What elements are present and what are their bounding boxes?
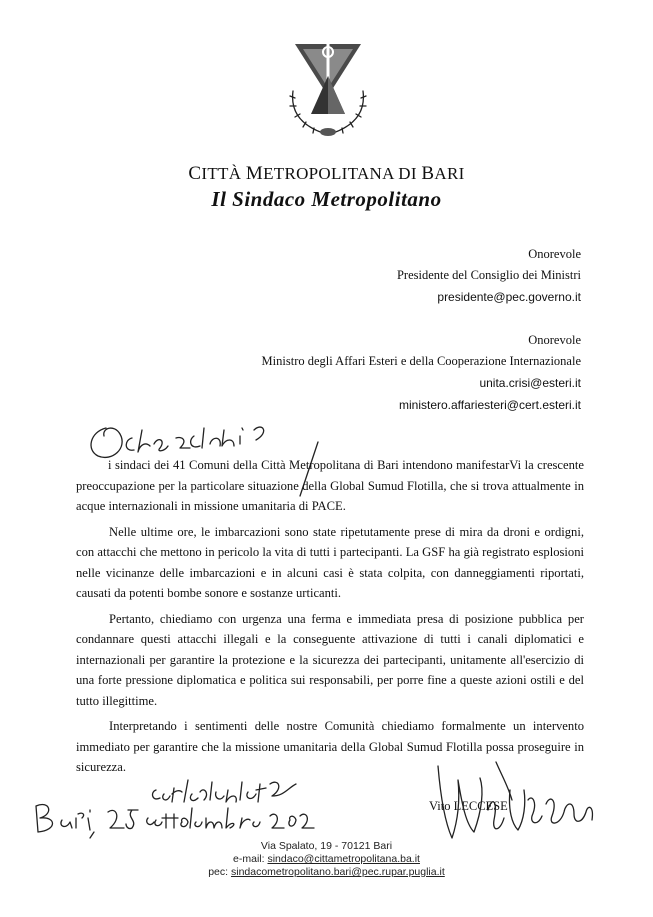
footer bbox=[0, 840, 653, 879]
handwritten-signature bbox=[428, 760, 598, 844]
recipient-honorific: Onorevole bbox=[528, 333, 581, 347]
recipient-email: unita.crisi@esteri.it bbox=[479, 376, 581, 390]
recipient-title: Presidente del Consiglio dei Ministri bbox=[396, 268, 581, 282]
signatory-name: Vito LECCESE bbox=[429, 799, 508, 813]
office-title: Il Sindaco Metropolitano bbox=[211, 187, 442, 211]
footer-pec-line: pec: sindacometropolitano.bari@pec.rupar.puglia.it bbox=[208, 866, 445, 878]
footer-pec-link[interactable]: sindacometropolitano.bari@pec.rupar.puglia.it bbox=[230, 866, 445, 878]
recipient-email: ministero.affariesteri@cert.esteri.it bbox=[398, 398, 581, 412]
svg-text:Carissimi: Carissimi bbox=[84, 462, 88, 463]
recipient-honorific: Onorevole bbox=[528, 247, 581, 261]
recipient-block bbox=[262, 331, 581, 414]
letter-body bbox=[76, 455, 584, 783]
handwritten-place-date bbox=[28, 792, 318, 840]
footer-address: Via Spalato, 19 - 70121 Bari bbox=[260, 840, 393, 852]
body-paragraph: i sindaci dei 41 Comuni della Città Metropolitana di Bari intendono manifestarVi la crescente preoccupazione per la particolare situazione della Global Sumud Flotilla, che si trova attualmente in acque internazionali in missione umanitaria di PACE. bbox=[76, 458, 584, 513]
organization-name: CITTÀ METROPOLITANA DI BARI bbox=[188, 163, 465, 184]
body-paragraph: Nelle ultime ore, le imbarcazioni sono state ripetutamente prese di mira da droni e ordigni, con attacchi che mettono in pericolo la vita di tutti i partecipanti. La GSF ha già registrato esplosioni nelle vicinanze delle imbarcazioni e in alcuni casi è stata colpita, con danneggiamenti riportati, causati da potenti bombe sonore e sostanze urticanti. bbox=[76, 524, 584, 600]
city-emblem-icon bbox=[283, 36, 373, 146]
body-paragraph: Pertanto, chiediamo con urgenza una ferma e immediata presa di posizione pubblica per condannare questi attacchi illegali e la conseguente attivazione di tutti i canali diplomatici e internazionali per garantire la protezione e la sicurezza dei partecipanti, unitamente all'esercizio di una forte pressione diplomatica e politica sui responsabili, per porre fine a queste azioni ostili e del tutto illegittime. bbox=[76, 611, 584, 708]
recipient-block bbox=[397, 245, 581, 306]
footer-email-line: e-mail: sindaco@cittametropolitana.ba.it bbox=[233, 853, 420, 865]
recipient-email: presidente@pec.governo.it bbox=[437, 290, 581, 304]
recipient-title: Ministro degli Affari Esteri e della Cooperazione Internazionale bbox=[261, 354, 581, 368]
footer-email-link[interactable]: sindaco@cittametropolitana.ba.it bbox=[267, 853, 420, 865]
body-paragraph: Interpretando i sentimenti delle nostre Comunità chiediamo formalmente un intervento immediato per garantire che la missione umanitaria della Global Sumud Flotilla possa proseguire in sicurezza. bbox=[76, 719, 584, 774]
